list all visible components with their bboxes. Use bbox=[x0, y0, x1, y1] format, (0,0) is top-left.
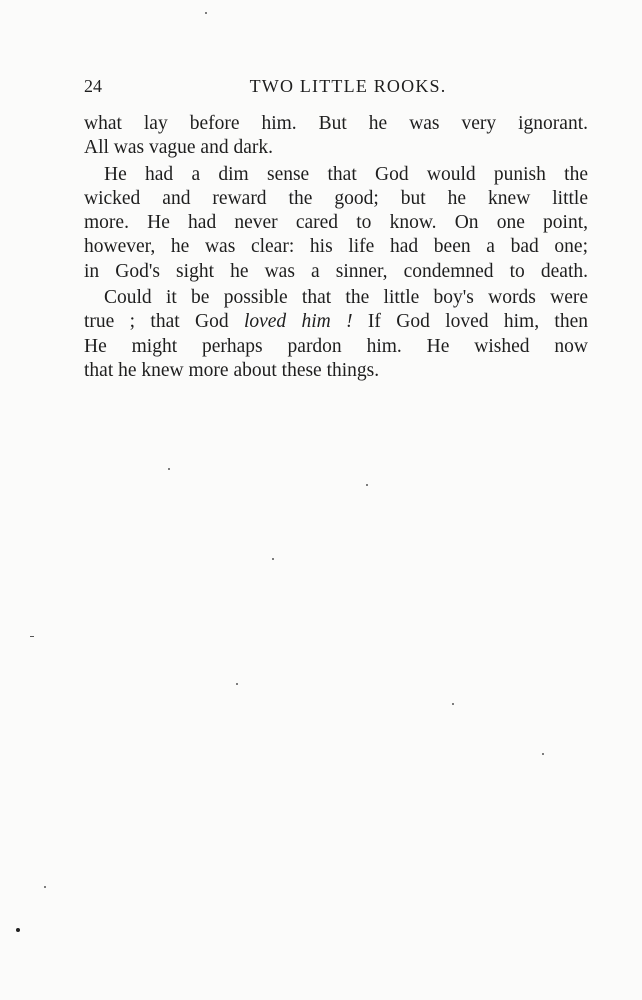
scan-speck bbox=[236, 683, 238, 685]
page-number: 24 bbox=[84, 76, 102, 96]
scan-speck bbox=[542, 753, 544, 755]
paragraph-2 bbox=[84, 163, 588, 284]
italic-emphasis: loved him ! bbox=[243, 311, 353, 333]
paragraph-1 bbox=[84, 112, 588, 161]
text-line: what lay before him. But he was very ignorant. bbox=[84, 113, 588, 134]
text-run: If God loved him, then bbox=[352, 311, 588, 333]
text-line: wicked and reward the good; but he knew little bbox=[84, 187, 588, 209]
scan-speck bbox=[168, 468, 170, 470]
text-line: however, he was clear: his life had been a bad one; bbox=[84, 236, 588, 258]
text-line: All was vague and dark. bbox=[84, 137, 273, 159]
scan-speck bbox=[452, 703, 454, 705]
running-head bbox=[84, 74, 588, 98]
paragraph-3 bbox=[84, 286, 588, 383]
scan-speck bbox=[366, 484, 368, 486]
text-line bbox=[84, 310, 588, 334]
text-line: He had a dim sense that God would punish the bbox=[104, 163, 588, 185]
text-line: Could it be possible that the little boy's words were bbox=[104, 287, 588, 309]
scan-speck bbox=[16, 928, 20, 932]
text-line: that he knew more about these things. bbox=[84, 359, 380, 381]
scan-speck bbox=[44, 886, 46, 888]
text-line: more. He had never cared to know. On one point, bbox=[84, 212, 588, 234]
text-run: true ; that God bbox=[84, 311, 244, 333]
scan-speck bbox=[30, 636, 34, 637]
scan-speck bbox=[272, 558, 274, 560]
text-line: He might perhaps pardon him. He wished now bbox=[84, 335, 588, 357]
body-text bbox=[84, 112, 588, 383]
running-title: TWO LITTLE ROOKS. bbox=[249, 76, 447, 96]
scan-speck bbox=[205, 12, 207, 14]
text-line: in God's sight he was a sinner, condemned to death. bbox=[84, 260, 588, 282]
